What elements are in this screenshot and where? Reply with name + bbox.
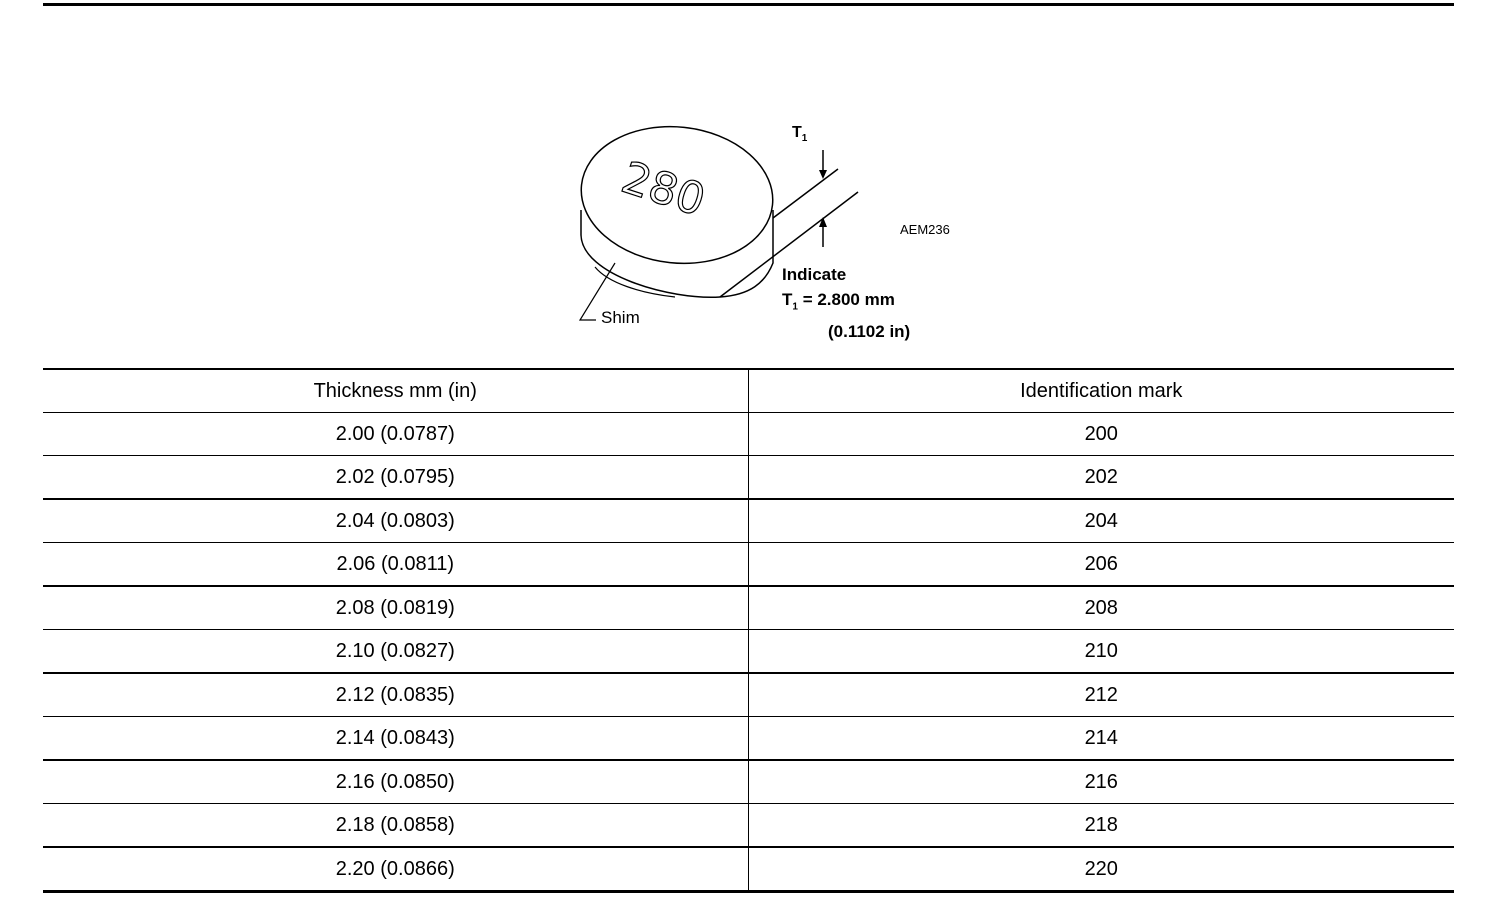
shim-figure	[560, 115, 980, 345]
table-header-row	[43, 369, 1454, 413]
thickness-cell: 2.12 (0.0835)	[43, 673, 748, 717]
shim-label: Shim	[601, 308, 640, 327]
indicate-callout	[782, 262, 910, 344]
table-row	[43, 413, 1454, 456]
shim-side-curve	[595, 267, 675, 297]
figure-code: AEM236	[900, 222, 950, 237]
shim-side-outline	[581, 210, 773, 297]
table-row	[43, 804, 1454, 848]
thickness-cell: 2.08 (0.0819)	[43, 586, 748, 630]
mark-cell: 216	[748, 760, 1454, 804]
mark-cell: 208	[748, 586, 1454, 630]
header-thickness: Thickness mm (in)	[43, 369, 748, 413]
table-row	[43, 717, 1454, 761]
thickness-cell: 2.20 (0.0866)	[43, 847, 748, 892]
mark-cell: 212	[748, 673, 1454, 717]
table-row	[43, 673, 1454, 717]
table-row	[43, 630, 1454, 674]
thickness-cell: 2.10 (0.0827)	[43, 630, 748, 674]
thickness-cell: 2.04 (0.0803)	[43, 499, 748, 543]
mark-cell: 206	[748, 543, 1454, 587]
thickness-cell: 2.00 (0.0787)	[43, 413, 748, 456]
indicate-title: Indicate	[782, 265, 847, 284]
thickness-cell: 2.02 (0.0795)	[43, 456, 748, 500]
table-row	[43, 847, 1454, 892]
mark-cell: 210	[748, 630, 1454, 674]
mark-cell: 200	[748, 413, 1454, 456]
thickness-cell: 2.06 (0.0811)	[43, 543, 748, 587]
table-row	[43, 456, 1454, 500]
mark-cell: 218	[748, 804, 1454, 848]
shim-thickness-table	[43, 368, 1454, 893]
t1-symbol-label: $T_1$	[792, 124, 808, 145]
mark-cell: 214	[748, 717, 1454, 761]
table-row	[43, 760, 1454, 804]
indicate-equation: $T_1 = 2.800$ mm	[782, 290, 895, 313]
thickness-cell: 2.16 (0.0850)	[43, 760, 748, 804]
table-row	[43, 586, 1454, 630]
indicate-inch-value: (0.1102 in)	[828, 322, 911, 342]
mark-cell: 220	[748, 847, 1454, 892]
thickness-cell: 2.14 (0.0843)	[43, 717, 748, 761]
table-row	[43, 499, 1454, 543]
mark-cell: 202	[748, 456, 1454, 500]
dimension-arrow-up	[819, 217, 827, 227]
mark-cell: 204	[748, 499, 1454, 543]
dimension-extension-top	[773, 169, 838, 218]
thickness-cell: 2.18 (0.0858)	[43, 804, 748, 848]
header-identification-mark: Identification mark	[748, 369, 1454, 413]
shim-number-engraving: 280	[615, 152, 712, 227]
top-rule	[43, 3, 1454, 6]
table-row	[43, 543, 1454, 587]
